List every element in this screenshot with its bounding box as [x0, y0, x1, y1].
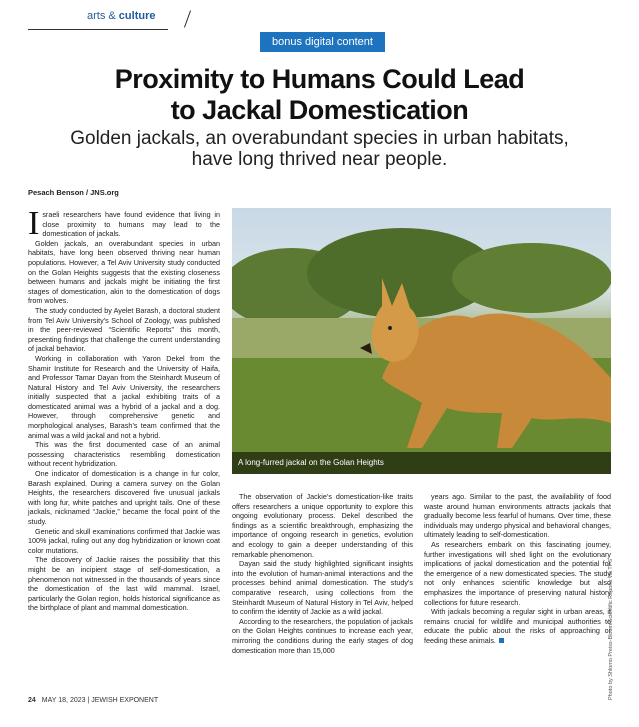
headline: Proximity to Humans Could Lead to Jackal Domestication: [114, 64, 525, 125]
section-slash: [184, 10, 191, 27]
column-1: Israeli researchers have found evidence that living in close proximity to humans may lead to the domestication of jackals. Golden jackals, an overabundant species in urban habitats, have long been observed thriving near human populations. However, a Tel Aviv University study conducted on the Golan Heights suggests that the existing closeness between humans and jackals might be initiating the first stages of domestication, akin to the domestication of dogs from wolves. The study conducted by Ayelet Barash, a doctoral student from Tel Aviv University’s School of Zoology, was published in the peer-reviewed “Scientific Reports” this month, presenting findings that challenge the current understanding of jackal behavior. Working in collaboration with Yaron Dekel from the Shamir Institute for Research and the University of Haifa, and Professor Tamar Dayan from the Steinhardt Museum of Natural History and Tel Aviv University, the researchers initially suspected that a jackal exhibiting traits of a domesticated animal was a hybrid of a jackal and a dog. However, through comprehensive genetic and morphological analyses, Barash’s team confirmed that the animal was a wild jackal and not a hybrid. This was the first documented case of an animal possessing characteristics resembling domestication without recent hybridization. One indicator of domestication is a change in fur color, Barash explained. During a camera survey on the Golan Heights, the researchers discovered five unusual jackals with long fur, white patches and upright tails. One of these jackals, nicknamed “Jackie,” became the focal point of the study. Genetic and skull examinations confirmed that Jackie was 100% jackal, ruling out any dog hybridization or known coat color mutations. The discovery of Jackie raises the possibility that this might be an incipient stage of self-domestication, a phenomenon not witnessed in the thousands of years since the domestication of the last wild mammal. Israel, particularly the Golan region, holds historical significance as the birthplace of plant and mammal domestication.: [28, 205, 220, 613]
drop-cap: I: [28, 205, 40, 242]
deck: Golden jackals, an overabundant species in urban habitats, have long thrived near people.: [70, 128, 569, 170]
section-rule: [28, 29, 168, 30]
end-mark-icon: [499, 638, 504, 643]
section-label: [28, 6, 168, 32]
column-2: The observation of Jackie’s domestication-like traits offers researchers a unique opportunity to explore this ongoing evolutionary process. Dekel described the findings as a scientific breakthrough, emphasizing the importance of ongoing research in genetics, evolution and ecology to gain a deeper understanding of this remarkable phenomenon. Dayan said the study highlighted significant insights into the evolution of human-animal interactions and the processes behind animal domestication. The study’s comparative research, using collections from the Steinhardt Museum of Natural History in Tel Aviv, helped to confirm the identity of Jackie as a wild jackal. According to the researchers, the population of jackals on the Golan Heights continues to increase each year, mirroring the conditions during the early stages of dog domestication more than 15,000: [232, 492, 413, 655]
photo-caption: A long-furred jackal on the Golan Heights: [232, 452, 611, 474]
section-text: arts & culture: [87, 10, 156, 22]
jackal-photo-illustration: [232, 208, 611, 474]
bonus-digital-badge[interactable]: bonus digital content: [260, 32, 385, 52]
jackal-photo: [232, 208, 611, 474]
byline: Pesach Benson / JNS.org: [28, 188, 119, 197]
photo-credit: Photo by Shlomo Preiss-Bloom/Scientific Reports via TPS: [608, 558, 614, 700]
footer-info: MAY 18, 2023 | JEWISH EXPONENT: [41, 697, 159, 704]
page-footer: [28, 697, 158, 704]
column-3: years ago. Similar to the past, the availability of food waste around human environments attracts jackals that gradually become less fearful of humans. Over time, these individuals may undergo physical and behavioral changes, ultimately leading to self-domestication. As researchers embark on this fascinating journey, further investigations will shed light on the evolutionary implications of jackal domestication and the potential for the emergence of a new domesticated species. The study not only enhances scientific knowledge but also emphasizes the importance of preserving natural history collections for future research. With jackals becoming a regular sight in urban areas, it remains crucial for wildlife and municipal authorities to educate the public about the risks of approaching or feeding these animals.: [424, 492, 611, 645]
page-number: 24: [28, 697, 36, 704]
